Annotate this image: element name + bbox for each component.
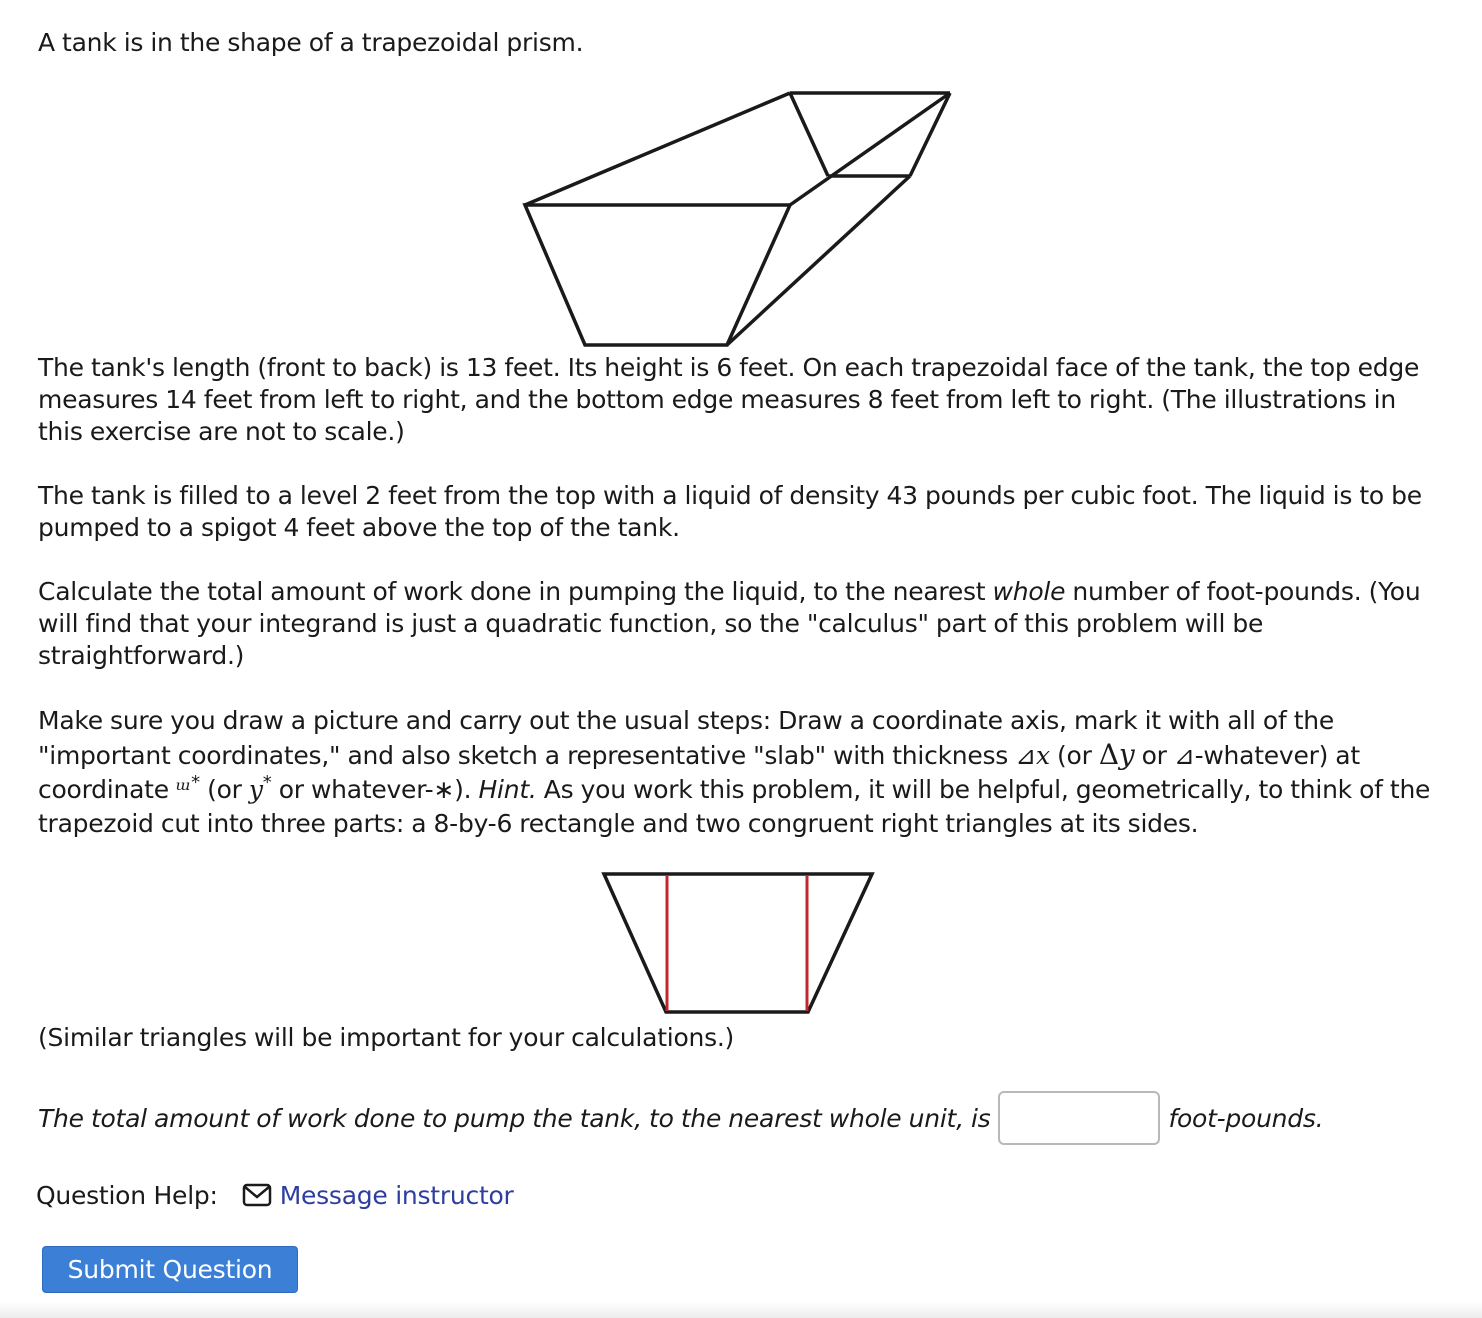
envelope-icon[interactable] [242,1183,272,1207]
question-help-label: Question Help: [36,1180,218,1210]
instr-text-e: (or [199,775,249,804]
answer-input[interactable] [998,1091,1160,1145]
problem-dimensions: The tank's length (front to back) is 13 feet. Its height is 6 feet. On each trapezoidal face of the tank, the top edge measures 14 feet from left to right, and the bottom edge measures 8 feet from left to right. (The illustrations in this exercise are not to scale.) [38,353,1420,446]
tank-bottom-right-edge [727,176,910,345]
task-text-b: number of foot-pounds. (You will find that your integrand is just a quadratic function, so the "calculus" part of this problem will be straightforward.) [38,577,1421,670]
answer-prefix: The total amount of work done to pump the tank, to the nearest whole unit, is [38,1103,991,1133]
instr-text-c: or [1134,741,1174,770]
x-star-superscript: * [191,772,200,793]
x-star-var: ᵚ [176,775,192,804]
hint-label: Hint. [478,775,537,804]
answer-suffix: foot-pounds. [1168,1103,1324,1133]
submit-question-button[interactable]: Submit Question [42,1246,298,1293]
instr-text-h: As you work this problem, it will be helpful, geometrically, to think of the trapezoid cut into three parts: a 8-by-6 rectangle and two congruent right triangles at its sides. [38,775,1431,838]
tank-back-left-slant [790,93,828,176]
delta-x-var: x [1036,741,1050,770]
y-star-superscript: * [262,772,272,793]
similar-triangles-note: (Similar triangles will be important for your calculations.) [38,1023,735,1052]
y-star-var: y [248,775,263,804]
delta-whatever-symbol: ⊿ [1173,741,1195,770]
trapezoid-outline [604,874,872,1012]
delta-y-var: y [1118,738,1135,771]
message-instructor-link[interactable]: Message instructor [279,1180,514,1210]
tank-illustration [500,80,970,350]
answer-row [38,1088,1323,1148]
problem-instructions [38,704,1438,841]
trapezoid-illustration [590,862,890,1020]
problem-fill-level: The tank is filled to a level 2 feet from the top with a liquid of density 43 pounds per cubic foot. The liquid is to be pumped to a spigot 4 feet above the top of the tank. [38,481,1422,542]
problem-task [38,576,1438,672]
asterisk-symbol: ∗ [433,775,455,804]
instr-text-d: -whatever) at coordinate [38,741,1360,804]
instr-text-f: or whatever- [271,775,434,804]
instr-text-b: (or [1049,741,1099,770]
task-text-a: Calculate the total amount of work done in pumping the liquid, to the nearest [38,577,993,606]
problem-intro: A tank is in the shape of a trapezoidal prism. [38,28,584,57]
delta-y-symbol: Δ [1098,738,1119,771]
page-bottom-edge [0,1302,1482,1318]
question-help [36,1176,514,1214]
task-emphasis: whole [992,577,1066,606]
tank-top-left-edge [525,93,790,205]
instr-text-g: ). [454,775,479,804]
delta-x-symbol: ⊿ [1015,741,1036,770]
instr-text-a: Make sure you draw a picture and carry out the usual steps: Draw a coordinate axis, mark it with all of the "important coordinates," and also sketch a representative "slab" with thickness [38,706,1334,770]
